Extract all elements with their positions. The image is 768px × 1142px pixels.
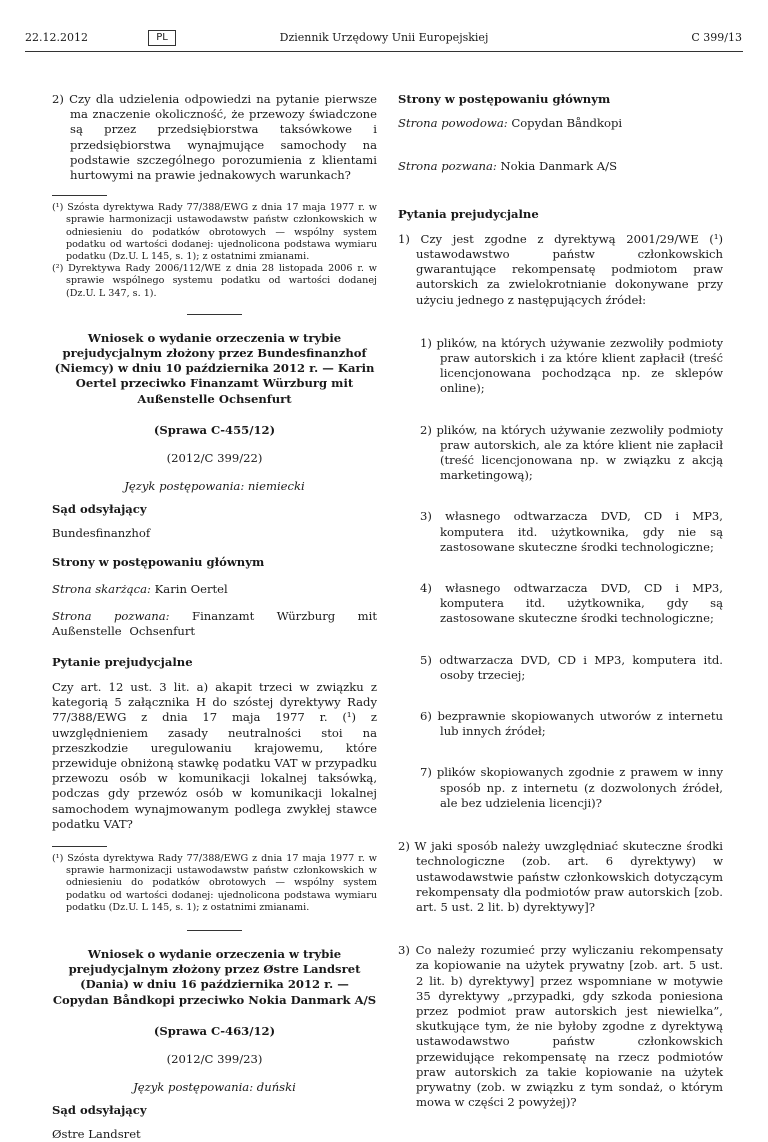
footnote-rule	[52, 195, 107, 196]
sub-question: 5) odtwarzacza DVD, CD i MP3, komputera itd. osoby trzeciej;	[420, 652, 723, 682]
header-rule	[25, 51, 743, 52]
questions-heading: Pytania prejudycjalne	[398, 206, 539, 221]
sub-question: 7) plików skopiowanych zgodnie z prawem w inny sposób np. z internetu (z dozwolonych źródeł, ale bez udzielenia licencji)?	[420, 765, 723, 810]
sub-question: 6) bezprawnie skopiowanych utworów z internetu lub innych źródeł;	[420, 709, 723, 739]
applicant-label: Strona skarżąca:	[52, 582, 151, 597]
right-column	[398, 92, 723, 1110]
sub-question: 1) plików, na których używanie zezwoliły podmioty praw autorskich i za które klient zapłacił (treść licencjonowana pochodząca np. ze sklepów online);	[420, 335, 723, 396]
referring-court: Østre Landsret	[52, 1126, 141, 1141]
question-heading: Pytanie prejudycjalne	[52, 654, 193, 669]
oj-reference: (2012/C 399/22)	[166, 451, 263, 466]
question-2: 2) W jaki sposób należy uwzględniać skuteczne środki technologiczne (zob. art. 6 dyrektywy) w ustawodawstwie państw członkowskich dotyczącym rekompensaty dla podmiotów praw autorskich [zob. art. 5 ust. 2 lit. b) dyrektywy]?	[398, 839, 723, 914]
question-2: 2) Czy dla udzielenia odpowiedzi na pytanie pierwsze ma znaczenie okoliczność, że przewozy świadczone są przez przedsiębiorstwa taksówkowe i przedsiębiorstwa wynajmujące samochody na podstawie szczególnego porozumienia z klientami hurtowymi na prawie jednakowych warunkach?	[52, 92, 377, 183]
applicant	[398, 116, 723, 131]
applicant-name: Copydan Båndkopi	[507, 116, 623, 131]
case-number: (Sprawa C-455/12)	[153, 422, 276, 437]
applicant-name: Karin Oertel	[150, 582, 228, 597]
procedure-language: Język postępowania: niemiecki	[124, 479, 305, 494]
defendant	[398, 159, 723, 174]
journal-title: Dziennik Urzędowy Unii Europejskiej	[279, 31, 489, 44]
defendant	[52, 609, 377, 639]
case-title: Wniosek o wydanie orzeczenia w trybie prejudycjalnym złożony przez Bundesfinanzhof (Niemcy) w dniu 10 października 2012 r. — Karin Oertel przeciwko Finanzamt Würzburg mit Außenstelle Ochsenfurt	[54, 330, 375, 406]
parties-heading: Strony w postępowaniu głównym	[398, 92, 611, 106]
applicant	[52, 582, 377, 597]
defendant-name: Nokia Danmark A/S	[496, 159, 618, 174]
footnote-1: (¹) Szósta dyrektywa Rady 77/388/EWG z dnia 17 maja 1977 r. w sprawie harmonizacji ustawodawstw państw członkowskich w odniesieniu do podatków obrotowych — wspólny system podatku od wartości dodanej: ujednolicona podstawa wymiaru podatku (Dz.U. L 145, s. 1); z ostatnimi zmianami.	[52, 202, 377, 263]
page-reference: C 399/13	[691, 31, 742, 44]
question-3: 3) Co należy rozumieć przy wyliczaniu rekompensaty za kopiowanie na użytek prywatny [zob. art. 5 ust. 2 lit. b) dyrektywy] przez wspomniane w motywie 35 dyrektywy „przypadki, gdy szkoda poniesiona przez podmiot praw autorskich jest niewielka”, skutkujące tym, że nie byłoby zgodne z dyrektywą ustawodawstwo państw członkowskich przewidujące rekompensatę na rzecz podmiotów praw autorskich za takie kopiowanie na użytek prywatny (zob. w związku z tym sondaż, o którym mowa w części 2 powyżej)?	[398, 943, 723, 1110]
language-badge: PL	[148, 30, 176, 46]
sub-question: 2) plików, na których używanie zezwoliły podmioty praw autorskich, ale za które klient nie zapłacił (treść licencjonowana np. w związku z akcją marketingową);	[420, 422, 723, 483]
oj-reference: (2012/C 399/23)	[166, 1051, 263, 1066]
preliminary-question: Czy art. 12 ust. 3 lit. a) akapit trzeci w związku z kategorią 5 załącznika H do szóstej dyrektywy Rady 77/388/EWG z dnia 17 maja 1977 r. (¹) z uwzględnieniem zasady neutralności stoi na przeszkodzie uregulowaniu krajowemu, które przewiduje obniżoną stawkę podatku VAT w przypadku przewozu osób w komunikacji lokalnej taksówką, podczas gdy przewóz osób w komunikacji lokalnej samochodem wynajmowanym podlega zwykłej stawce podatku VAT?	[52, 679, 377, 831]
defendant-name: Finanzamt Würzburg mit Außenstelle Ochsenfurt	[52, 609, 377, 639]
header-date: 22.12.2012	[25, 31, 88, 44]
defendant-label: Strona pozwana:	[52, 609, 170, 624]
referring-court-heading: Sąd odsyłający	[52, 502, 147, 517]
section-separator	[187, 930, 242, 931]
applicant-label: Strona powodowa:	[398, 116, 508, 131]
case-title: Wniosek o wydanie orzeczenia w trybie prejudycjalnym złożony przez Østre Landsret (Dania) w dniu 16 października 2012 r. — Copydan Båndkopi przeciwko Nokia Danmark A/S	[52, 946, 377, 1007]
footnote-2: (²) Dyrektywa Rady 2006/112/WE z dnia 28 listopada 2006 r. w sprawie wspólnego systemu podatku od wartości dodanej (Dz.U. L 347, s. 1).	[52, 263, 377, 299]
referring-court-heading: Sąd odsyłający	[52, 1103, 147, 1118]
question-1: 1) Czy jest zgodne z dyrektywą 2001/29/WE (¹) ustawodawstwo państw członkowskich gwarantujące rekompensatę podmiotom praw autorskich za zwielokrotnianie dokonywane przy użyciu jednego z następujących źródeł:	[398, 231, 723, 307]
defendant-label: Strona pozwana:	[398, 159, 497, 174]
sub-question: 3) własnego odtwarzacza DVD, CD i MP3, komputera itd. użytkownika, gdy nie są zastosowane skuteczne środki technologiczne;	[420, 509, 723, 554]
case-number: (Sprawa C-463/12)	[153, 1023, 276, 1038]
procedure-language: Język postępowania: duński	[133, 1080, 296, 1095]
section-separator	[187, 314, 242, 315]
referring-court: Bundesfinanzhof	[52, 525, 151, 540]
footnote-1: (¹) Szósta dyrektywa Rady 77/388/EWG z dnia 17 maja 1977 r. w sprawie harmonizacji ustawodawstw państw członkowskich w odniesieniu do podatków obrotowych — wspólny system podatku od wartości dodanej: ujednolicona podstawa wymiaru podatku (Dz.U. L 145, s. 1); z ostatnimi zmianami.	[52, 852, 377, 913]
footnote-rule	[52, 846, 107, 847]
left-column	[52, 92, 377, 1142]
parties-heading: Strony w postępowaniu głównym	[52, 554, 265, 569]
sub-question: 4) własnego odtwarzacza DVD, CD i MP3, komputera itd. użytkownika, gdy są zastosowane skuteczne środki technologiczne;	[420, 581, 723, 626]
